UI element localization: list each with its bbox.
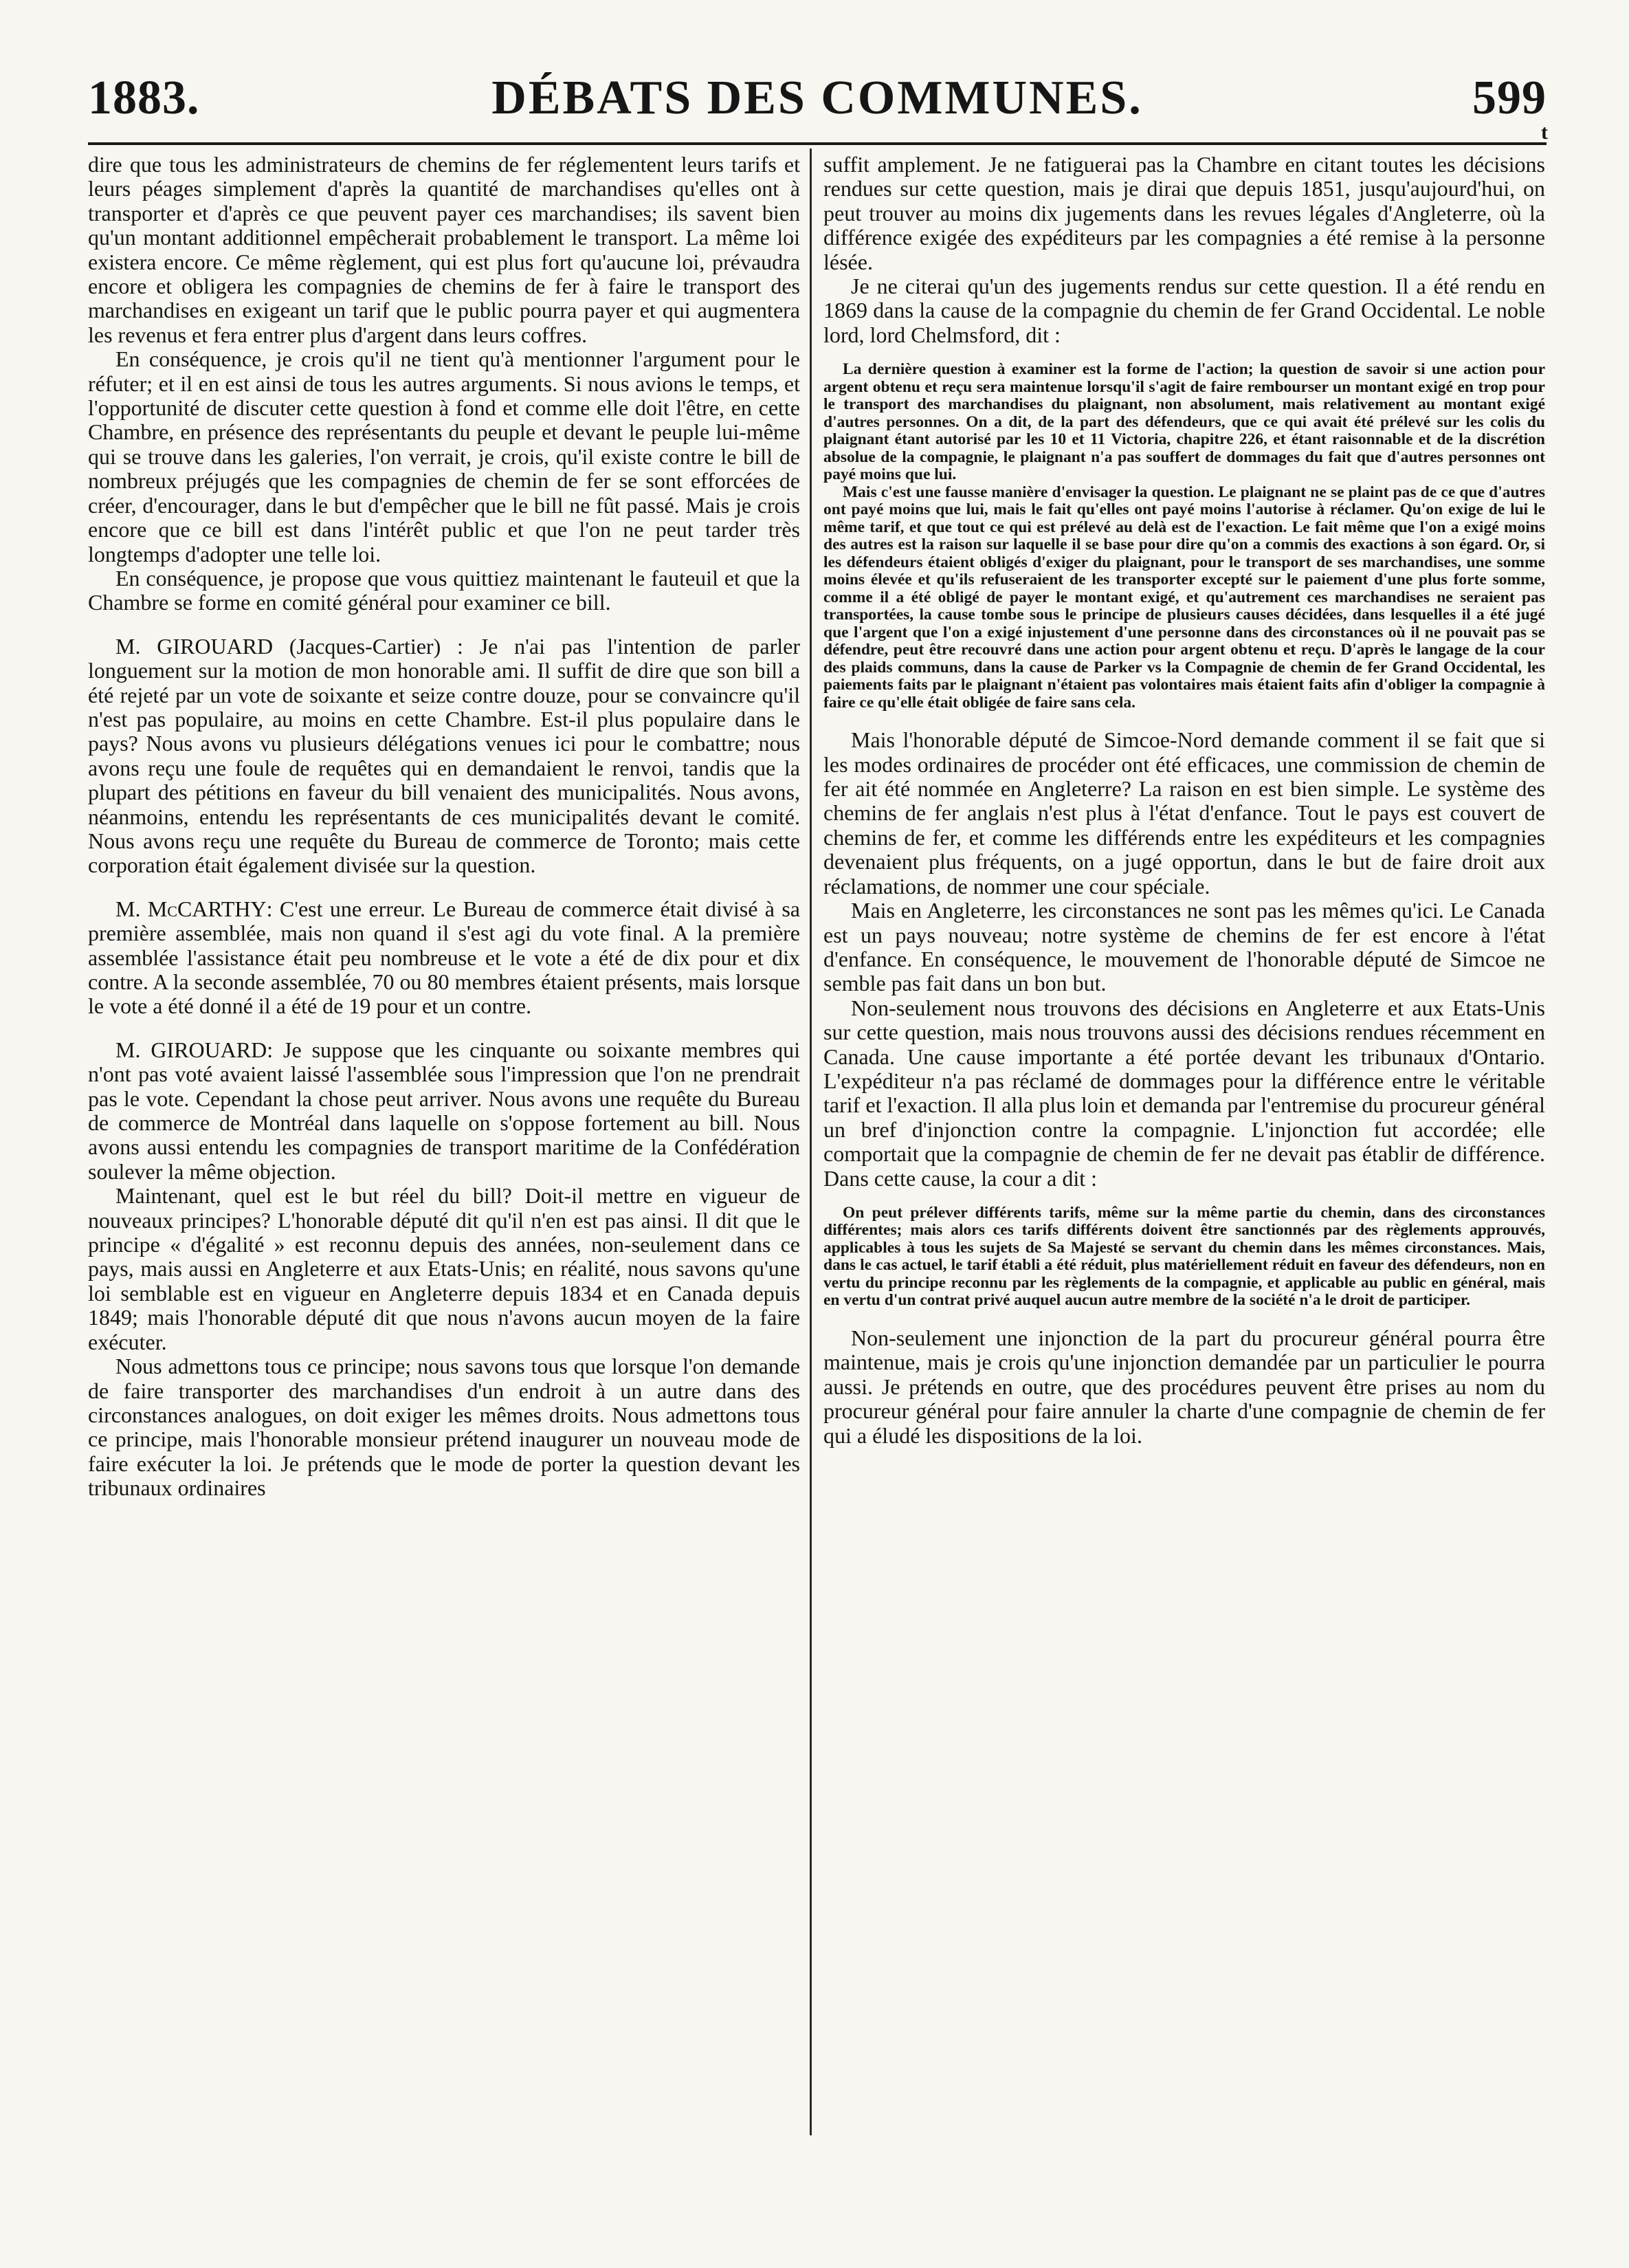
paragraph: dire que tous les administrateurs de chemins de fer réglementent leurs tarifs et leurs péages simplement d'après la quantité de marchandises qu'elles ont à transporter et d'après ce que peuvent payer ces marchandises; ils savent bien qu'un montant additionnel empêcherait probablement le transport. La même loi existera encore. Ce même règlement, qui est plus fort qu'aucune loi, prévaudra encore et obligera les compagnies de chemins de fer à faire le transport des marchandises en exigeant un tarif que le public pourra payer et qui augmentera les revenus et fera entrer plus d'argent dans leurs coffres. [88, 152, 800, 347]
paragraph: Mais en Angleterre, les circonstances ne sont pas les mêmes qu'ici. Le Canada est un pays nouveau; notre système de chemins de fer est encore à l'état d'enfance. En conséquence, le mouvement de l'honorable député de Simcoe ne semble pas fait dans un bon but. [823, 898, 1545, 996]
speech-girouard-1 [88, 635, 800, 878]
header-year: 1883. [88, 71, 200, 124]
speech-girouard-2 [88, 1038, 800, 1184]
paragraph: Non-seulement une injonction de la part du procureur général pourra être maintenue, mais je crois qu'une injonction demandée par un particulier le pourra aussi. Je prétends en outre, que des procédures peuvent être prises au nom du procureur général pour faire annuler la charte d'une compagnie de chemin de fer qui a éludé les dispositions de la loi. [823, 1325, 1545, 1448]
paragraph: En conséquence, je propose que vous quittiez maintenant le fauteuil et que la Chambre se forme en comité général pour examiner ce bill. [88, 565, 800, 615]
header-rule [88, 142, 1547, 145]
paragraph: Nous admettons tous ce principe; nous savons tous que lorsque l'on demande de faire transporter des marchandises d'un endroit à un autre dans des circonstances analogues, on doit exiger les mêmes droits. Nous admettons tous ce principe, mais l'honorable monsieur prétend inaugurer un nouveau mode de faire exécuter la loi. Je prétends que le mode de porter la question devant les tribunaux ordinaires [88, 1354, 800, 1501]
speech-text: : C'est une erreur. Le Bureau de commerce était divisé à sa première assemblée, mais non quand il s'est agi du vote final. A la première assemblée l'assistance était peu nombreuse et le vote a été de dix pour et dix contre. A la seconde assemblée, 70 ou 80 membres étaient présents, mais lorsque le vote a été donné il a été de 19 pour et un contre. [88, 896, 800, 1019]
paragraph: Mais l'honorable député de Simcoe-Nord demande comment il se fait que si les modes ordinaires de procéder ont été efficaces, une commission de chemin de fer ait été nommée en Angleterre? La raison en est bien simple. Le système des chemins de fer anglais n'est plus à l'état d'enfance. Tout le pays est couvert de chemins de fer, et comme les différends entre les expéditeurs et les compagnies devenaient plus fréquents, on a jugé opportun, dans le but de faire droit aux réclamations, de nommer une cour spéciale. [823, 727, 1545, 899]
rule-mark: t [1541, 121, 1548, 144]
speaker-name: M. GIROUARD [115, 1037, 267, 1062]
header-page-number: 599 [1472, 71, 1547, 124]
paragraph: suffit amplement. Je ne fatiguerai pas la Chambre en citant toutes les décisions rendues sur cette question, mais je dirai que depuis 1851, jusqu'aujourd'hui, on peut trouver au moins dix jugements dans les revues légales d'Angleterre, où la différence exigée des expéditeurs par les compagnies a été remise à la personne lésée. [823, 152, 1545, 274]
right-column [823, 153, 1545, 1448]
speaker-name: M. GIROUARD [115, 633, 274, 659]
column-divider [810, 148, 812, 2135]
speech-text: : Je suppose que les cinquante ou soixante membres qui n'ont pas voté avaient laissé l'assemblée sous l'impression que l'on ne prendrait pas le vote. Cependant la chose peut arriver. Nous avons une requête du Bureau de commerce de Montréal dans laquelle on s'oppose fortement au bill. Nous avons aussi entendu les compagnies de transport maritime de la Confédération soulever la même objection. [88, 1037, 801, 1184]
page-header [88, 67, 1547, 129]
quotation-chelmsford [823, 361, 1545, 712]
speaker-name: M. McCARTHY [115, 896, 267, 921]
quote-paragraph: La dernière question à examiner est la forme de l'action; la question de savoir si une action pour argent obtenu et reçu sera maintenue lorsqu'il s'agit de faire rembourser un montant exigé en trop pour le transport des marchandises du plaignant, non absolument, mais relativement au montant exigé d'autres personnes. On a dit, de la part des défendeurs, que ce qui avait été prélevé sur les colis du plaignant étant autorisé par les 10 et 11 Victoria, chapitre 226, et étant raisonnable et de la discrétion absolue de la compagnie, le plaignant n'a pas souffert de dommages du fait que d'autres personnes ont payé moins que lui. [823, 360, 1545, 484]
quote-paragraph: On peut prélever différents tarifs, même sur la même partie du chemin, dans des circonstances différentes; mais alors ces tarifs différents doivent être sanctionnés par des règlements approuvés, applicables à tous les sujets de Sa Majesté se servant du chemin dans les mêmes circonstances. Mais, dans le cas actuel, le tarif établi a été réduit, plus matériellement réduit en faveur des défendeurs, non en vertu du principe reconnu par les règlements de la compagnie, et applicable au public en général, mais en vertu d'un contrat privé auquel aucun autre membre de la société n'a le droit de participer. [823, 1203, 1545, 1310]
paragraph: En conséquence, je crois qu'il ne tient qu'à mentionner l'argument pour le réfuter; et il en est ainsi de tous les autres arguments. Si nous avions le temps, et l'opportunité de discuter cette question à fond et comme elle doit l'être, en cette Chambre, en présence des représentants du peuple et devant le peuple lui-même qui se trouve dans les galeries, l'on verrait, je crois, qu'il existe contre le bill de nombreux préjugés que les compagnies de chemin de fer se sont efforcées de créer, d'encourager, dans le but d'empêcher que le bill ne fût passé. Mais je crois encore que ce bill est dans l'intérêt public et que l'on ne peut tarder très longtemps d'adopter une telle loi. [88, 346, 800, 566]
speech-mccarthy [88, 897, 800, 1019]
speaker-riding: (Jacques-Cartier) : [289, 633, 463, 659]
quote-paragraph: Mais c'est une fausse manière d'envisager la question. Le plaignant ne se plaint pas de ce que d'autres ont payé moins que lui, mais le fait qu'elles ont payé moins l'autorise à réclamer. Qu'on exige de lui le même tarif, et que tout ce qui est prélevé au delà est de l'exaction. Le fait même que l'on a exigé moins des autres est la raison sur laquelle il se base pour dire qu'on a commis des exactions à son égard. Or, si les défendeurs étaient obligés d'exiger du plaignant, pour le transport de ses marchandises, une somme moins élevée et qu'ils refuseraient de les transporter excepté sur le paiement d'une plus forte somme, comme il a été obligé de payer le montant exigé, et qu'autrement ces marchandises ne seraient pas transportées, la cause tombe sous le principe de plusieurs causes décidées, dans lesquelles il a été jugé que l'argent que l'on a exigé injustement d'une personne dans des circonstances où il ne pouvait pas se défendre, peut être recouvré dans une action pour argent obtenu et reçu. D'après le langage de la cour des plaids communs, dans la cause de Parker vs la Compagnie de chemin de fer Grand Occidental, les paiements faits par le plaignant n'étaient pas volontaires mais étaient faits afin d'obliger la compagnie à faire ce qu'elle était obligée de faire sans cela. [823, 483, 1545, 712]
left-column [88, 153, 800, 1501]
paragraph: Je ne citerai qu'un des jugements rendus sur cette question. Il a été rendu en 1869 dans la cause de la compagnie du chemin de fer Grand Occidental. Le noble lord, lord Chelmsford, dit : [823, 274, 1545, 347]
paragraph: Maintenant, quel est le but réel du bill? Doit-il mettre en vigueur de nouveaux principes? L'honorable député dit qu'il n'en est pas ainsi. Il dit que le principe « d'égalité » est reconnu depuis des années, non-seulement dans ce pays, mais aussi en Angleterre et aux Etats-Unis; en réalité, nous savons qu'une loi semblable est en vigueur en Angleterre depuis 1834 et en Canada depuis 1849; mais l'honorable député dit que nous n'avons aucun moyen de la faire exécuter. [88, 1183, 800, 1354]
header-title: DÉBATS DES COMMUNES. [491, 71, 1143, 124]
speech-text: Je n'ai pas l'intention de parler longuement sur la motion de mon honorable ami. Il suffit de dire que son bill a été rejeté par un vote de soixante et seize contre douze, pour se convaincre qu'il n'est pas populaire, au moins en cette Chambre. Est-il plus populaire dans le pays? Nous avons vu plusieurs délégations venues ici pour le combattre; nous avons reçu une foule de requêtes qui en demandaient le renvoi, tandis que la plupart des pétitions en faveur du bill venaient des municipalités. Nous avons, néanmoins, entendu les représentants de ces municipalités devant le comité. Nous avons reçu une requête du Bureau de commerce de Toronto; mais cette corporation était également divisée sur la question. [88, 633, 800, 878]
quotation-court [823, 1204, 1545, 1310]
paragraph: Non-seulement nous trouvons des décisions en Angleterre et aux Etats-Unis sur cette question, mais nous trouvons aussi des décisions rendues récemment en Canada. Une cause importante a été portée devant les tribunaux d'Ontario. L'expéditeur n'a pas réclamé de dommages pour la différence entre le véritable tarif et l'exaction. Il alla plus loin et demanda par l'entremise du procureur général un bref d'injonction contre la compagnie. L'injonction fut accordée; elle comportait que la compagnie de chemin de fer ne devait pas établir de différence. Dans cette cause, la cour a dit : [823, 995, 1545, 1191]
